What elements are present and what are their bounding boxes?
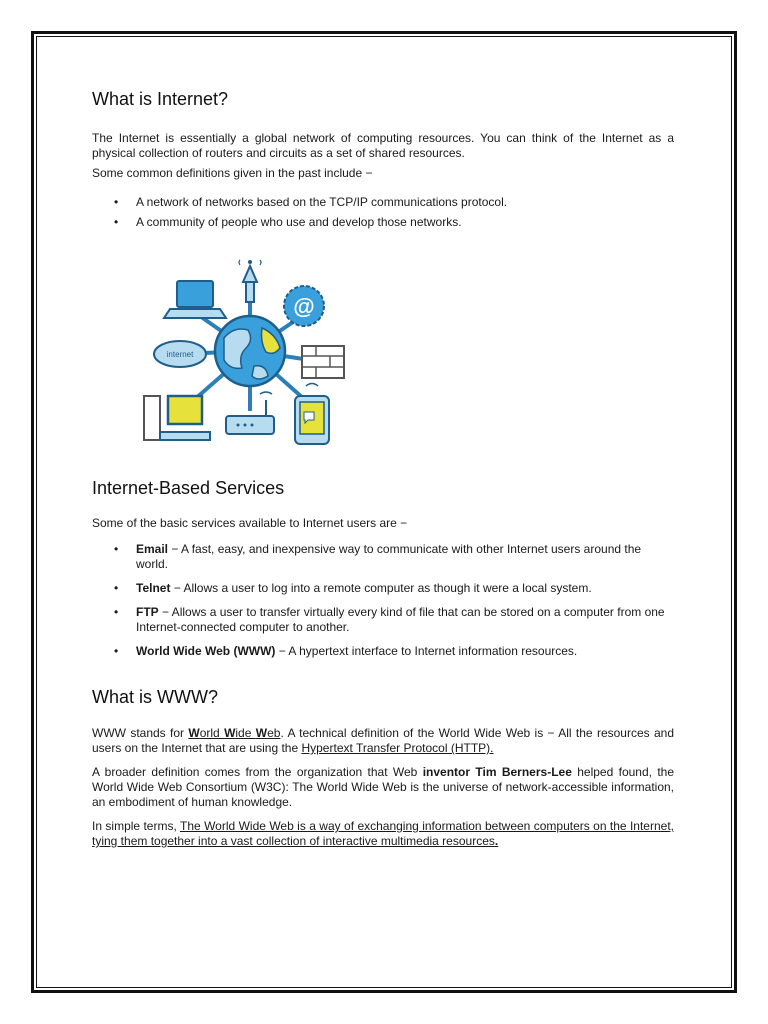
email-at-icon — [284, 286, 324, 326]
service-telnet: • Telnet − Allows a user to log into a remote computer as though it were a local system. — [114, 581, 592, 595]
simple-terms-paragraph: In simple terms, The World Wide Web is a way of exchanging information between computers on the Internet, tying them together into a vast collection of interactive multimedia resources. — [92, 819, 674, 848]
heading-internet-based-services: Internet-Based Services — [92, 478, 285, 498]
list-item: • A community of people who use and develop those networks. — [114, 215, 462, 229]
antenna-icon — [239, 260, 261, 302]
svg-text:internet: internet — [166, 350, 194, 359]
firewall-icon — [302, 346, 344, 378]
svg-text:@: @ — [293, 294, 315, 319]
services-list — [92, 542, 674, 659]
internet-definition-paragraph: The Internet is essentially a global network of computing resources. You can think of the Internet as a physical collection of routers and circuits as a set of shared resources. — [92, 131, 674, 160]
laptop-icon — [164, 281, 226, 318]
desktop-computer-icon — [144, 396, 210, 440]
internet-network-illustration — [142, 256, 362, 456]
document-body — [92, 88, 674, 849]
heading-what-is-internet: What is Internet? — [92, 89, 229, 109]
w3c-paragraph: A broader definition comes from the organization that Web inventor Tim Berners-Lee helped found, the World Wide Web Consortium (W3C): The World Wide Web is the universe of network-accessible information, an embodiment of human knowledge. — [92, 765, 674, 809]
smartphone-icon — [295, 384, 329, 445]
services-intro: Some of the basic services available to Internet users are − — [92, 516, 408, 530]
heading-what-is-www: What is WWW? — [92, 687, 218, 707]
cloud-icon — [154, 341, 206, 367]
definitions-list — [92, 195, 674, 230]
list-item: • A network of networks based on the TCP/IP communications protocol. — [114, 195, 508, 209]
www-definition-paragraph: WWW stands for World Wide Web. A technical definition of the World Wide Web is − All the resources and users on the Internet that are using the Hypertext Transfer Protocol (HTTP). — [92, 726, 674, 755]
service-www: • World Wide Web (WWW) − A hypertext interface to Internet information resources. — [114, 644, 578, 658]
service-ftp: • FTP − Allows a user to transfer virtually every kind of file that can be stored on a computer from one Internet-connected computer to another. — [114, 605, 665, 634]
http-link: Hypertext Transfer Protocol (HTTP). — [301, 741, 494, 755]
service-email: • Email − A fast, easy, and inexpensive way to communicate with other Internet users around the world. — [114, 542, 642, 571]
definitions-intro: Some common definitions given in the past include − — [92, 166, 373, 180]
globe-icon — [215, 316, 285, 386]
